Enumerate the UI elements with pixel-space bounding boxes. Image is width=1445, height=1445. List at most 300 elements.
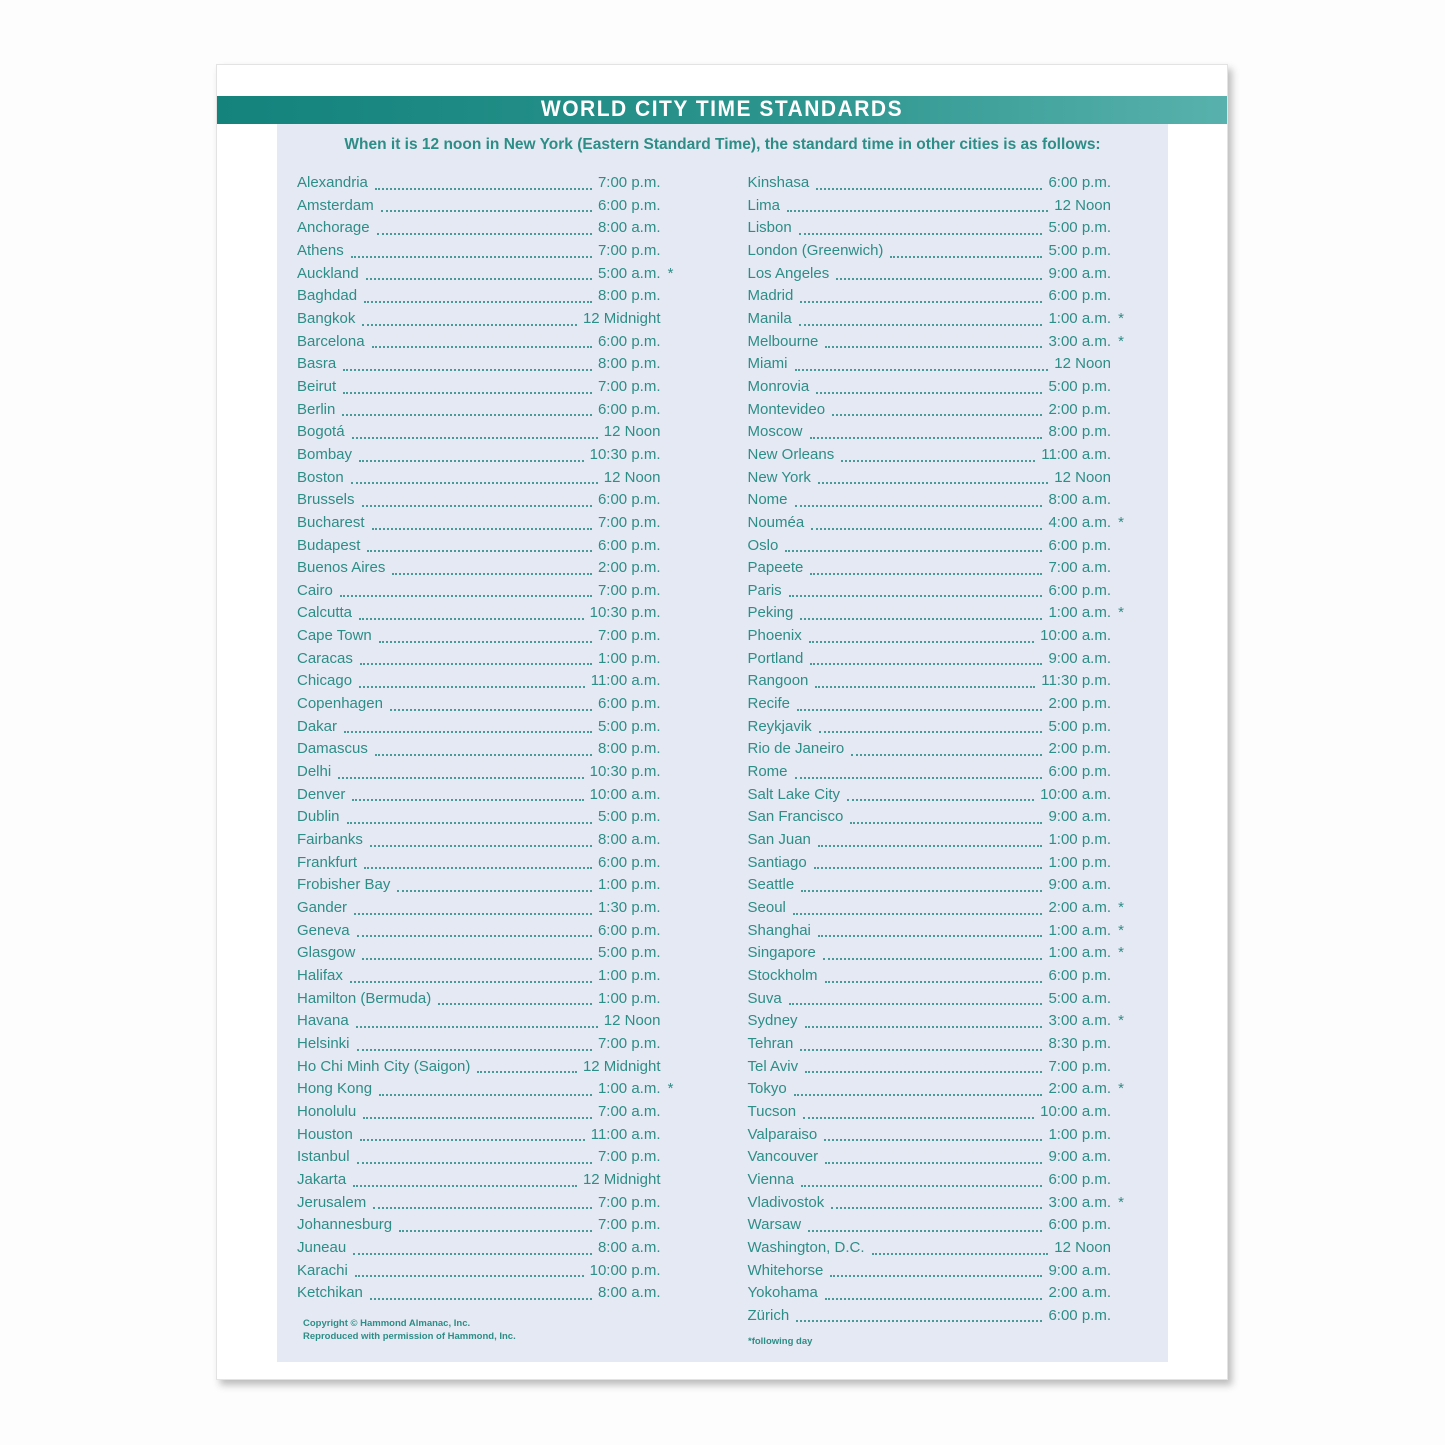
city-time: 6:00 p.m. bbox=[1048, 287, 1111, 305]
list-item bbox=[748, 1056, 1112, 1079]
list-item bbox=[297, 331, 661, 354]
dot-leader bbox=[351, 247, 592, 258]
list-item bbox=[748, 489, 1112, 512]
list-item bbox=[748, 965, 1112, 988]
city-time: 8:00 p.m. bbox=[597, 740, 661, 758]
city-name: Athens bbox=[297, 241, 344, 259]
list-item bbox=[747, 942, 1124, 965]
city-time: 12 Midnight bbox=[582, 1057, 661, 1075]
city-time: 10:00 a.m. bbox=[1040, 785, 1111, 803]
dot-leader bbox=[350, 972, 592, 983]
list-item bbox=[297, 217, 661, 240]
city-name: Shanghai bbox=[747, 921, 811, 939]
dot-leader bbox=[816, 179, 1042, 190]
dot-leader bbox=[793, 904, 1043, 915]
city-time: 1:00 p.m. bbox=[1048, 853, 1111, 871]
dot-leader bbox=[373, 1198, 592, 1209]
city-time: 8:00 a.m. bbox=[597, 219, 661, 237]
dot-leader bbox=[364, 292, 592, 303]
list-item bbox=[748, 217, 1112, 240]
dot-leader bbox=[370, 1289, 592, 1300]
city-time: 11:00 a.m. bbox=[1041, 445, 1111, 463]
city-name: New York bbox=[747, 468, 811, 486]
city-name: Honolulu bbox=[297, 1102, 357, 1120]
dot-leader bbox=[805, 1017, 1043, 1028]
city-name: San Francisco bbox=[747, 808, 844, 826]
dot-leader bbox=[372, 519, 592, 530]
dot-leader bbox=[338, 768, 583, 779]
subtitle: When it is 12 noon in New York (Eastern Standard Time), the standard time in other cities is as follows: bbox=[344, 136, 1101, 153]
city-name: Frobisher Bay bbox=[297, 876, 391, 894]
city-time: 5:00 p.m. bbox=[1048, 717, 1111, 735]
city-time: 7:00 p.m. bbox=[597, 174, 661, 191]
dot-leader bbox=[356, 1017, 598, 1028]
list-item bbox=[297, 761, 661, 784]
list-item bbox=[297, 1146, 661, 1169]
city-time: 1:00 a.m. bbox=[1048, 309, 1111, 327]
list-item bbox=[297, 988, 661, 1011]
city-time: 1:00 a.m. bbox=[1048, 921, 1111, 939]
list-item bbox=[748, 852, 1112, 875]
following-day-marker: * bbox=[1118, 1080, 1124, 1098]
following-day-marker: * bbox=[1118, 1193, 1124, 1211]
list-item bbox=[297, 920, 661, 943]
city-time: 5:00 p.m. bbox=[597, 944, 661, 962]
city-time: 6:00 p.m. bbox=[597, 853, 661, 871]
list-item bbox=[297, 421, 661, 444]
city-time: 1:30 p.m. bbox=[597, 899, 661, 916]
dot-leader bbox=[477, 1062, 577, 1073]
city-time: 6:00 p.m. bbox=[597, 400, 661, 418]
dot-leader bbox=[825, 1153, 1042, 1164]
city-name: Copenhagen bbox=[297, 695, 383, 713]
city-time: 9:00 a.m. bbox=[1048, 808, 1111, 826]
city-name: Anchorage bbox=[297, 219, 370, 237]
city-time: 12 Noon bbox=[1054, 355, 1111, 373]
dot-leader bbox=[796, 1311, 1042, 1322]
dot-leader bbox=[785, 541, 1042, 552]
city-name: Whitehorse bbox=[747, 1261, 824, 1279]
list-item bbox=[297, 897, 661, 920]
list-item bbox=[747, 897, 1124, 920]
city-time: 8:00 a.m. bbox=[597, 1238, 661, 1256]
list-item bbox=[748, 1282, 1112, 1305]
list-item bbox=[747, 308, 1124, 331]
dot-leader bbox=[832, 405, 1042, 416]
city-time: 6:00 p.m. bbox=[1048, 1170, 1111, 1188]
city-time: 2:00 p.m. bbox=[1048, 740, 1111, 758]
city-name: Cairo bbox=[297, 581, 333, 599]
city-time: 6:00 p.m. bbox=[597, 196, 661, 214]
city-name: Fairbanks bbox=[297, 831, 363, 849]
city-name: Santiago bbox=[747, 853, 807, 871]
list-item bbox=[297, 308, 661, 331]
city-time: 6:00 p.m. bbox=[1048, 1216, 1111, 1234]
dot-leader bbox=[375, 745, 592, 756]
city-time: 12 Midnight bbox=[582, 309, 661, 327]
city-time: 9:00 a.m. bbox=[1048, 264, 1111, 282]
city-time: 4:00 a.m. bbox=[1048, 513, 1111, 531]
city-name: Miami bbox=[747, 355, 788, 373]
city-time: 5:00 a.m. bbox=[1048, 989, 1111, 1007]
city-name: Montevideo bbox=[747, 400, 826, 418]
city-name: Monrovia bbox=[747, 377, 810, 395]
city-name: Tucson bbox=[747, 1102, 797, 1120]
city-name: Auckland bbox=[297, 264, 359, 282]
dot-leader bbox=[787, 201, 1048, 212]
dot-leader bbox=[360, 1130, 585, 1141]
dot-leader bbox=[379, 632, 592, 643]
list-item bbox=[747, 512, 1124, 535]
dot-leader bbox=[375, 179, 592, 190]
city-name: Johannesburg bbox=[297, 1216, 393, 1234]
list-item bbox=[748, 1214, 1112, 1237]
city-time: 12 Noon bbox=[1054, 196, 1111, 214]
dot-leader bbox=[377, 224, 592, 235]
list-item bbox=[748, 761, 1112, 784]
list-item bbox=[748, 399, 1112, 422]
city-time: 10:00 a.m. bbox=[589, 785, 661, 803]
list-item bbox=[297, 1169, 661, 1192]
dot-leader bbox=[343, 383, 592, 394]
list-item bbox=[748, 557, 1112, 580]
city-time: 7:00 p.m. bbox=[597, 581, 661, 599]
dot-leader bbox=[797, 700, 1042, 711]
list-item bbox=[297, 1033, 661, 1056]
city-time: 5:00 a.m. bbox=[597, 264, 661, 282]
city-name: Kinshasa bbox=[747, 174, 810, 191]
city-name: Alexandria bbox=[297, 174, 368, 191]
city-name: Frankfurt bbox=[297, 853, 358, 871]
list-item bbox=[297, 670, 661, 693]
city-name: Moscow bbox=[747, 423, 803, 441]
list-item bbox=[297, 829, 661, 852]
list-item bbox=[748, 535, 1112, 558]
city-name: San Juan bbox=[747, 831, 811, 849]
city-time: 3:00 a.m. bbox=[1048, 332, 1111, 350]
dot-leader bbox=[851, 745, 1042, 756]
list-item bbox=[297, 580, 661, 603]
city-time: 8:00 a.m. bbox=[597, 831, 661, 849]
city-name: Lima bbox=[747, 196, 781, 214]
dot-leader bbox=[825, 1289, 1043, 1300]
following-day-marker: * bbox=[1118, 944, 1124, 962]
list-item bbox=[748, 784, 1112, 807]
city-time: 12 Noon bbox=[1054, 1238, 1111, 1256]
dot-leader bbox=[836, 269, 1042, 280]
city-name: Sydney bbox=[747, 1012, 798, 1030]
city-time: 6:00 p.m. bbox=[1048, 763, 1111, 781]
dot-leader bbox=[357, 926, 592, 937]
city-name: Istanbul bbox=[297, 1148, 350, 1166]
city-name: London (Greenwich) bbox=[747, 241, 884, 259]
city-name: Havana bbox=[297, 1012, 349, 1030]
city-name: Seoul bbox=[747, 899, 786, 916]
list-item bbox=[297, 965, 661, 988]
list-item bbox=[748, 738, 1112, 761]
city-name: Jerusalem bbox=[297, 1193, 367, 1211]
dot-leader bbox=[379, 1085, 592, 1096]
city-name: Washington, D.C. bbox=[747, 1238, 865, 1256]
dot-leader bbox=[363, 1108, 592, 1119]
list-item bbox=[748, 285, 1112, 308]
list-item bbox=[748, 1124, 1112, 1147]
dot-leader bbox=[366, 269, 592, 280]
city-name: Manila bbox=[747, 309, 792, 327]
dot-leader bbox=[399, 1221, 592, 1232]
dot-leader bbox=[841, 451, 1035, 462]
list-item bbox=[748, 1237, 1112, 1260]
city-time: 11:30 p.m. bbox=[1041, 672, 1111, 690]
dot-leader bbox=[344, 722, 592, 733]
dot-leader bbox=[823, 949, 1043, 960]
city-time: 6:00 p.m. bbox=[1048, 536, 1111, 554]
list-item bbox=[297, 1192, 661, 1215]
dot-leader bbox=[362, 496, 592, 507]
city-name: Tel Aviv bbox=[747, 1057, 799, 1075]
list-item bbox=[748, 172, 1112, 195]
list-item bbox=[748, 263, 1112, 286]
list-item bbox=[297, 1214, 661, 1237]
city-name: Dakar bbox=[297, 717, 338, 735]
city-name: Nouméa bbox=[747, 513, 805, 531]
list-item bbox=[297, 625, 661, 648]
dot-leader bbox=[816, 383, 1042, 394]
dot-leader bbox=[872, 1244, 1049, 1255]
following-day-marker: * bbox=[1118, 332, 1124, 350]
dot-leader bbox=[367, 541, 592, 552]
city-time: 2:00 a.m. bbox=[1048, 1080, 1111, 1098]
dot-leader bbox=[789, 586, 1043, 597]
dot-leader bbox=[372, 337, 592, 348]
list-item bbox=[297, 467, 661, 490]
city-name: Geneva bbox=[297, 921, 350, 939]
city-time: 6:00 p.m. bbox=[1048, 174, 1111, 191]
list-item bbox=[748, 580, 1112, 603]
list-item bbox=[748, 625, 1112, 648]
list-item bbox=[297, 602, 661, 625]
list-item bbox=[297, 557, 661, 580]
city-name: Glasgow bbox=[297, 944, 356, 962]
city-time: 7:00 a.m. bbox=[1048, 559, 1111, 577]
city-name: Valparaiso bbox=[747, 1125, 818, 1143]
city-name: Tehran bbox=[747, 1034, 794, 1052]
city-name: Bogotá bbox=[297, 423, 345, 441]
city-time: 10:30 p.m. bbox=[589, 445, 661, 463]
dot-leader bbox=[890, 247, 1042, 258]
city-name: Caracas bbox=[297, 649, 353, 667]
city-name: Tokyo bbox=[747, 1080, 787, 1098]
copyright-line: Copyright © Hammond Almanac, Inc. bbox=[303, 1318, 471, 1329]
list-item bbox=[747, 1078, 1124, 1101]
list-item bbox=[297, 648, 661, 671]
city-name: Phoenix bbox=[747, 627, 802, 645]
dot-leader bbox=[794, 1085, 1043, 1096]
dot-leader bbox=[811, 519, 1042, 530]
city-name: Chicago bbox=[297, 672, 353, 690]
city-name: Nome bbox=[747, 491, 788, 509]
list-item bbox=[748, 693, 1112, 716]
city-time: 1:00 p.m. bbox=[597, 966, 661, 984]
dot-leader bbox=[352, 790, 583, 801]
list-item bbox=[297, 1056, 661, 1079]
list-item bbox=[297, 874, 661, 897]
city-time: 10:00 a.m. bbox=[1040, 1102, 1111, 1120]
city-time: 1:00 p.m. bbox=[597, 989, 661, 1007]
list-item bbox=[748, 1169, 1112, 1192]
city-time: 11:00 a.m. bbox=[590, 672, 661, 690]
dot-leader bbox=[359, 609, 584, 620]
city-time: 7:00 p.m. bbox=[597, 1216, 661, 1234]
city-name: Los Angeles bbox=[747, 264, 830, 282]
city-time: 12 Noon bbox=[603, 423, 661, 441]
list-item bbox=[297, 852, 661, 875]
dot-leader bbox=[805, 1062, 1042, 1073]
city-time: 6:00 p.m. bbox=[1048, 1306, 1111, 1324]
dot-leader bbox=[825, 972, 1043, 983]
city-time: 7:00 p.m. bbox=[597, 513, 661, 531]
city-time: 1:00 a.m. bbox=[597, 1080, 661, 1098]
dot-leader bbox=[800, 292, 1042, 303]
city-name: Calcutta bbox=[297, 604, 353, 622]
city-name: New Orleans bbox=[747, 445, 835, 463]
list-item bbox=[748, 1260, 1112, 1283]
city-name: Cape Town bbox=[297, 627, 372, 645]
dot-leader bbox=[359, 677, 585, 688]
city-name: Halifax bbox=[297, 966, 343, 984]
list-item bbox=[297, 376, 661, 399]
city-name: Beirut bbox=[297, 377, 337, 395]
city-name: Papeete bbox=[747, 559, 804, 577]
city-time: 7:00 p.m. bbox=[597, 241, 661, 259]
city-name: Salt Lake City bbox=[747, 785, 841, 803]
city-name: Denver bbox=[297, 785, 346, 803]
city-time: 7:00 p.m. bbox=[597, 1148, 661, 1166]
time-list-right-column bbox=[747, 172, 1124, 1327]
city-time: 12 Noon bbox=[603, 1012, 661, 1030]
city-name: Yokohama bbox=[747, 1284, 818, 1302]
list-item bbox=[297, 942, 661, 965]
list-item bbox=[748, 467, 1112, 490]
following-day-marker: * bbox=[1118, 309, 1124, 327]
city-time: 1:00 p.m. bbox=[597, 649, 661, 667]
list-item bbox=[297, 489, 661, 512]
list-item bbox=[297, 353, 661, 376]
list-item bbox=[297, 784, 661, 807]
city-name: Berlin bbox=[297, 400, 336, 418]
list-item bbox=[747, 920, 1124, 943]
city-name: Karachi bbox=[297, 1261, 348, 1279]
list-item bbox=[748, 1033, 1112, 1056]
list-item bbox=[748, 648, 1112, 671]
city-time: 7:00 p.m. bbox=[597, 1193, 661, 1211]
list-item bbox=[297, 1237, 661, 1260]
list-item bbox=[297, 1260, 661, 1283]
title-bar bbox=[217, 96, 1227, 124]
list-item bbox=[747, 331, 1124, 354]
city-name: Rome bbox=[747, 763, 788, 781]
city-name: Rio de Janeiro bbox=[747, 740, 845, 758]
dot-leader bbox=[814, 858, 1043, 869]
list-item bbox=[748, 716, 1112, 739]
dot-leader bbox=[392, 564, 592, 575]
dot-leader bbox=[795, 496, 1043, 507]
city-time: 10:30 p.m. bbox=[589, 763, 661, 781]
dot-leader bbox=[343, 360, 592, 371]
dot-leader bbox=[390, 700, 592, 711]
city-name: Amsterdam bbox=[297, 196, 374, 214]
city-name: Helsinki bbox=[297, 1034, 350, 1052]
city-time: 1:00 a.m. bbox=[1048, 944, 1111, 962]
city-time: 10:30 p.m. bbox=[589, 604, 661, 622]
following-day-marker: * bbox=[1118, 921, 1124, 939]
list-item bbox=[297, 1101, 661, 1124]
city-time: 1:00 p.m. bbox=[597, 876, 661, 894]
city-time: 7:00 p.m. bbox=[597, 627, 661, 645]
list-item bbox=[297, 172, 661, 195]
following-day-marker: * bbox=[1118, 604, 1124, 622]
dot-leader bbox=[357, 1040, 592, 1051]
copyright-line: Reproduced with permission of Hammond, Inc. bbox=[303, 1330, 516, 1342]
dot-leader bbox=[342, 405, 592, 416]
city-name: Stockholm bbox=[747, 966, 818, 984]
city-time: 2:00 a.m. bbox=[1048, 899, 1111, 916]
dot-leader bbox=[831, 1198, 1042, 1209]
city-time: 6:00 p.m. bbox=[1048, 966, 1111, 984]
city-name: Peking bbox=[747, 604, 794, 622]
city-time: 6:00 p.m. bbox=[597, 921, 661, 939]
list-item bbox=[297, 240, 661, 263]
city-name: Paris bbox=[747, 581, 782, 599]
list-item bbox=[748, 1101, 1112, 1124]
city-time: 3:00 a.m. bbox=[1048, 1012, 1111, 1030]
city-time: 8:00 a.m. bbox=[597, 1284, 661, 1302]
dot-leader bbox=[397, 881, 592, 892]
list-item bbox=[297, 716, 661, 739]
list-item bbox=[297, 1010, 661, 1033]
dot-leader bbox=[357, 1153, 592, 1164]
city-name: Rangoon bbox=[747, 672, 809, 690]
list-item bbox=[297, 512, 661, 535]
dot-leader bbox=[795, 360, 1049, 371]
dot-leader bbox=[818, 473, 1048, 484]
city-time: 7:00 p.m. bbox=[597, 377, 661, 395]
dot-leader bbox=[815, 677, 1035, 688]
dot-leader bbox=[362, 315, 577, 326]
city-name: Madrid bbox=[747, 287, 794, 305]
city-time: 6:00 p.m. bbox=[597, 695, 661, 713]
city-name: Reykjavik bbox=[747, 717, 812, 735]
dot-leader bbox=[360, 654, 592, 665]
city-name: Juneau bbox=[297, 1238, 347, 1256]
footnote-following-day: *following day bbox=[748, 1336, 813, 1347]
dot-leader bbox=[818, 926, 1043, 937]
dot-leader bbox=[351, 473, 598, 484]
dot-leader bbox=[789, 994, 1043, 1005]
city-time: 6:00 p.m. bbox=[1048, 581, 1111, 599]
city-time: 5:00 p.m. bbox=[1048, 241, 1111, 259]
list-item bbox=[748, 376, 1112, 399]
dot-leader bbox=[795, 768, 1043, 779]
dot-leader bbox=[818, 836, 1043, 847]
dot-leader bbox=[355, 1266, 584, 1277]
page-title: WORLD CITY TIME STANDARDS bbox=[540, 97, 904, 122]
city-time: 6:00 p.m. bbox=[597, 332, 661, 350]
city-name: Barcelona bbox=[297, 332, 365, 350]
city-name: Ho Chi Minh City (Saigon) bbox=[297, 1057, 471, 1075]
city-name: Jakarta bbox=[297, 1170, 347, 1188]
city-name: Gander bbox=[297, 899, 348, 916]
